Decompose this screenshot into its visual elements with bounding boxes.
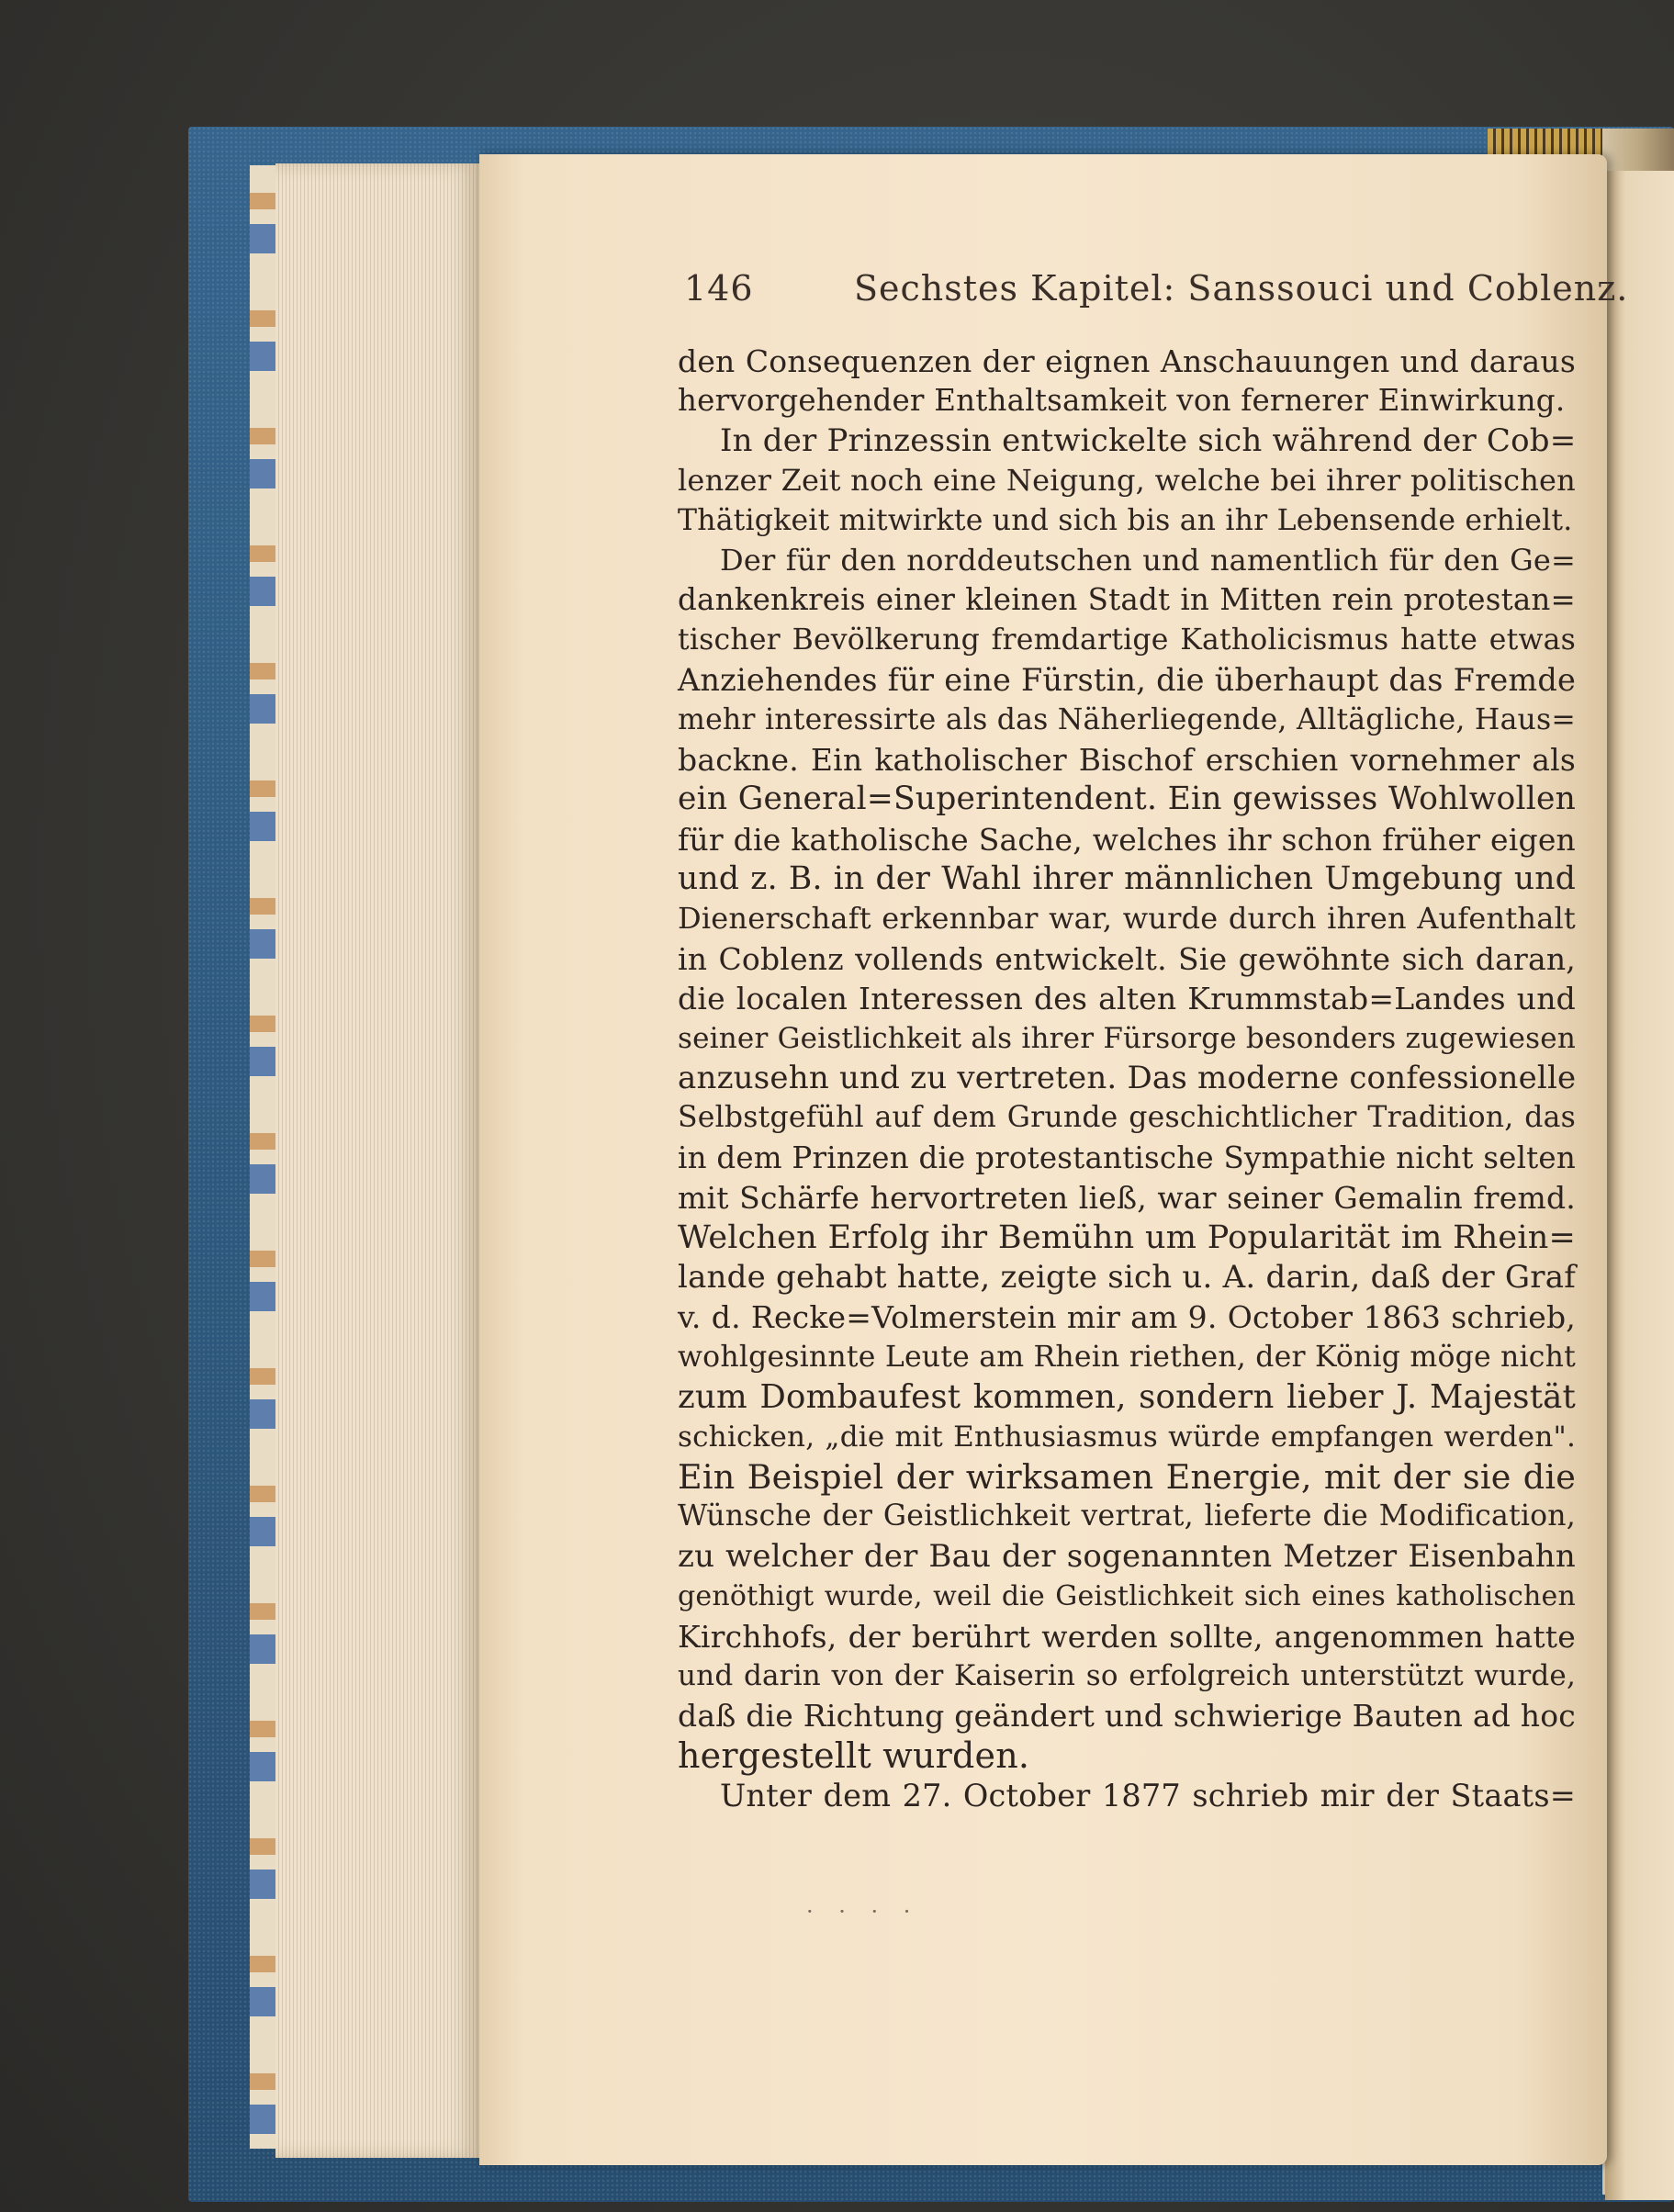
text-line: die localen Interessen des alten Krummstab=Landes und	[678, 981, 1576, 1017]
text-line: zu welcher der Bau der sogenannten Metzer Eisenbahn	[678, 1537, 1576, 1575]
text-line: Selbstgefühl auf dem Grunde geschichtlicher Tradition, das	[678, 1101, 1576, 1135]
faint-marks: · · · ·	[806, 1899, 920, 1925]
text-line: dankenkreis einer kleinen Stadt in Mitten rein protestan=	[678, 582, 1576, 618]
text-line: lenzer Zeit noch eine Neigung, welche bei ihrer politischen	[678, 463, 1576, 499]
text-line: Kirchhofs, der berührt werden sollte, angenommen hatte	[678, 1618, 1576, 1655]
text-line: für die katholische Sache, welches ihr schon früher eigen	[678, 821, 1576, 858]
text-line: In der Prinzessin entwickelte sich während der Cob=	[720, 421, 1577, 459]
text-line: Wünsche der Geistlichkeit vertrat, lieferte die Modification,	[678, 1499, 1576, 1533]
text-line: Dienerschaft erkennbar war, wurde durch ihren Aufenthalt	[678, 901, 1576, 937]
text-line: mehr interessirte als das Näherliegende, Alltägliche, Haus=	[678, 702, 1576, 736]
running-head	[684, 268, 1629, 318]
text-line: und darin von der Kaiserin so erfolgreich unterstützt wurde,	[678, 1658, 1576, 1692]
text-line: backne. Ein katholischer Bischof erschien vornehmer als	[678, 741, 1576, 778]
text-line: v. d. Recke=Volmerstein mir am 9. October 1863 schrieb,	[678, 1299, 1576, 1336]
page-block-edges	[275, 163, 479, 2158]
page-number: 146	[684, 268, 754, 309]
text-line: wohlgesinnte Leute am Rhein riethen, der König möge nicht	[678, 1340, 1576, 1374]
body-text	[678, 342, 1576, 1815]
text-line: in dem Prinzen die protestantische Sympathie nicht selten	[678, 1140, 1576, 1175]
chapter-title: Sechstes Kapitel: Sanssouci und Coblenz.	[854, 268, 1629, 309]
text-line: und z. B. in der Wahl ihrer männlichen Umgebung und	[678, 860, 1576, 898]
text-line: Anziehendes für eine Fürstin, die überhaupt das Fremde	[678, 662, 1576, 699]
next-page-edge	[1605, 171, 1674, 2200]
text-line: tischer Bevölkerung fremdartige Katholicismus hatte etwas	[678, 623, 1576, 657]
text-line: schicken, „die mit Enthusiasmus würde empfangen werden".	[678, 1420, 1576, 1454]
text-line: mit Schärfe hervortreten ließ, war seiner Gemalin fremd.	[678, 1180, 1576, 1217]
text-line: Ein Beispiel der wirksamen Energie, mit der sie die	[678, 1456, 1576, 1497]
text-line: zum Dombaufest kommen, sondern lieber J. Majestät	[678, 1378, 1576, 1417]
text-line: ein General=Superintendent. Ein gewisses Wohlwollen	[678, 780, 1576, 818]
text-line: in Coblenz vollends entwickelt. Sie gewöhnte sich daran,	[678, 940, 1576, 977]
text-line: daß die Richtung geändert und schwierige Bauten ad hoc	[678, 1698, 1576, 1735]
text-line: lande gehabt hatte, zeigte sich u. A. darin, daß der Graf	[678, 1258, 1576, 1296]
text-line: anzusehn und zu vertreten. Das moderne confessionelle	[678, 1060, 1577, 1097]
text-line: Welchen Erfolg ihr Bemühn um Popularität im Rhein=	[678, 1218, 1576, 1256]
text-line: den Consequenzen der eignen Anschauungen und daraus	[678, 343, 1576, 379]
text-line: seiner Geistlichkeit als ihrer Fürsorge besonders zugewiesen	[678, 1021, 1576, 1055]
text-line: Thätigkeit mitwirkte und sich bis an ihr Lebensende erhielt.	[678, 503, 1573, 537]
text-line: hervorgehender Enthaltsamkeit von fernerer Einwirkung.	[678, 383, 1566, 419]
text-line: hergestellt wurden.	[678, 1735, 1030, 1776]
text-line: Der für den norddeutschen und namentlich für den Ge=	[720, 542, 1576, 578]
text-line: genöthigt wurde, weil die Geistlichkeit sich eines katholischen	[678, 1580, 1576, 1613]
text-line: Unter dem 27. October 1877 schrieb mir der Staats=	[720, 1778, 1576, 1814]
